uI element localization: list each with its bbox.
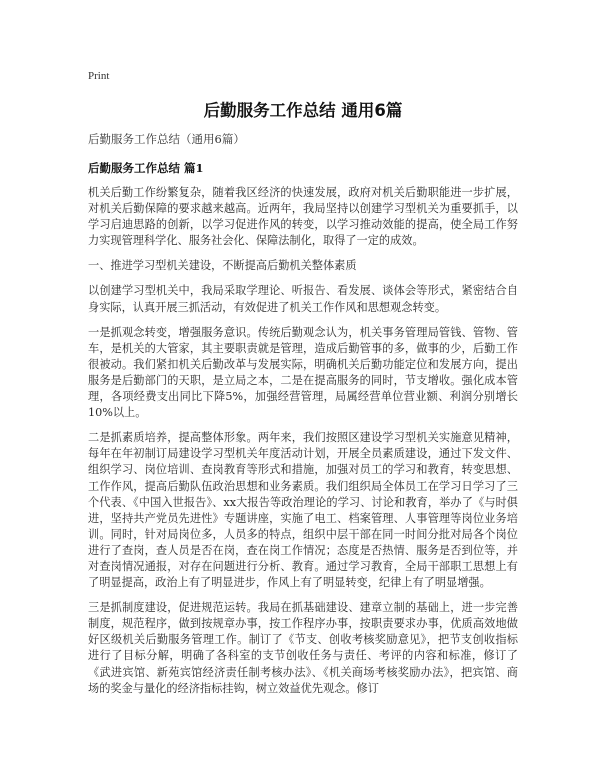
section-heading: 后勤服务工作总结 篇1 <box>88 161 204 175</box>
body-paragraph: 三是抓制度建设，促进规范运转。我局在抓基础建设、建章立制的基础上，进一步完善制度，规范程序，做到按规章办事，按工作程序办事，按职责要求办事，优质高效地做好区级机关后勤服务管理工作。制订了《节支、创收考核奖励意见》，把节支创收指标进行了目标分解，明确了各科室的支节创收任务与责任、考评的内容和标准，修订了《武进宾馆、新苑宾馆经济责任制考核办法》、《机关商场考核奖励办法》，把宾馆、商场的奖金与量化的经济指标挂钩，树立效益优先观念。修订 <box>88 601 518 695</box>
body-paragraph: 二是抓素质培养，提高整体形象。两年来，我们按照区建设学习型机关实施意见精神，每年在年初制订局建设学习型机关年度活动计划，开展全员素质建设，通过下发文件、组织学习、岗位培训、查岗教育等形式和措施，加强对员工的学习和教育，转变思想、工作作风，提高后勤队伍政治思想和业务素质。我们组织局全体员工在学习日学习了三个代表、《中国入世报告》、xx大报告等政治理论的学习、讨论和教育，举办了《与时俱进，坚持共产党员先进性》专题讲座，实施了电工、档案管理、人事管理等岗位业务培训。同时，针对局岗位多，人员多的特点，组织中层干部在同一时间分批对局各个岗位进行了查岗，查人员是否在岗，查在岗工作情况；态度是否热情、服务是否到位等，并对查岗情况通报，对存在问题进行分析、教育。通过学习教育，全局干部职工思想上有了明显提高，政治上有了明显进步，作风上有了明显转变，纪律上有了明显增强。 <box>88 431 518 590</box>
document-body <box>88 185 518 706</box>
subsection-heading: 一、推进学习型机关建设，不断提高后勤机关整体素质 <box>88 259 357 273</box>
document-subtitle: 后勤服务工作总结（通用6篇） <box>88 132 245 146</box>
body-paragraph: 以创建学习型机关中，我局采取学理论、听报告、看发展、谈体会等形式，紧密结合自身实际，认真开展三抓活动，有效促进了机关工作作风和思想观念转变。 <box>88 284 518 314</box>
print-link[interactable]: Print <box>88 70 110 82</box>
page-title: 后勤服务工作总结 通用6篇 <box>203 101 403 120</box>
body-paragraph: 机关后勤工作纷繁复杂，随着我区经济的快速发展，政府对机关后勤职能进一步扩展，对机关后勤保障的要求越来越高。近两年，我局坚持以创建学习型机关为重要抓手，以学习启迪思路的创新，以学习促进作风的转变，以学习推动效能的提高，使全局工作努力实现管理科学化、服务社会化、保障法制化，取得了一定的成效。 <box>88 186 518 248</box>
body-paragraph: 一是抓观念转变，增强服务意识。传统后勤观念认为，机关事务管理局管钱、管物、管车，是机关的大管家，其主要职责就是管理，造成后勤管事的多，做事的少，后勤工作很被动。我们紧扣机关后勤改革与发展实际，明确机关后勤功能定位和发展方向，提出服务是后勤部门的天职，是立局之本，二是在提高服务的同时，节支增收。强化成本管理，各项经费支出同比下降5%，加强经营管理，局属经营单位营业额、利润分别增长10%以上。 <box>88 325 518 420</box>
